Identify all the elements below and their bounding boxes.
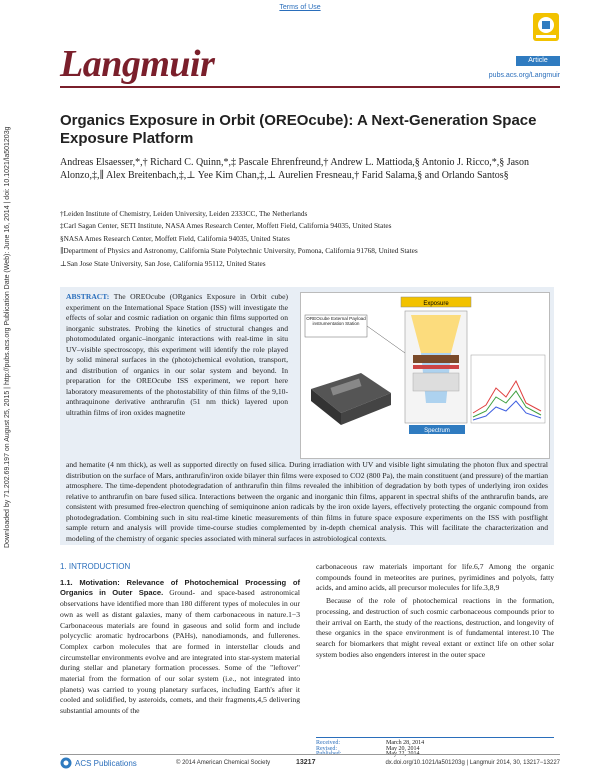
body-column-left [60,562,300,717]
download-watermark-text: Downloaded by 71.202.69.197 on August 25, 2015 | http://pubs.acs.org Publication Date (Web): June 16, 2014 | doi: 10.1021/la501203g [4,126,11,548]
affiliation: †Leiden Institute of Chemistry, Leiden University, Leiden 2333CC, The Netherlands [60,209,308,218]
terms-of-use-link[interactable]: Terms of Use [279,4,321,11]
abstract-part1: The OREOcube (ORganics Exposure in Orbit cube) experiment on the International Space Station (ISS) will investigate the effects of solar and cosmic radiation on organic thin films supported on inorganic substrates. Probing the kinetics of structural changes and photomodulated organic–inorganic interactions with real-time in situ UV–visible spectroscopy, this experiment will identify the role played by solid mineral surfaces in the (photo)chemical evolution, transport, and distribution of organics in our solar system and beyond. In preparation for the OREOcube ISS experiment, we report here laboratory measurements of the photostability of thin films of the 9,10-anthraquinone derivative anthrarufin (51 nm thick) layered upon ultrathin films of iron oxides magnetite [66,292,288,417]
journal-logo: Langmuir [60,43,215,85]
body-paragraph: Because of the role of photochemical reactions in the formation, processing, and destruction of such cosmic carbonaceous compounds prior to their arrival on Earth, the study of the reactions, destruction, and longevity of these organics in the space environment is of fundamental interest.10 The search for biomarkers that might reveal extant or extinct life on other solar system bodies also engenders interest in the outer space [316,596,554,659]
page-footer [60,757,560,771]
history-date: March 28, 2014 [386,740,425,746]
citation-doi[interactable]: dx.doi.org/10.1021/la501203g | Langmuir 2014, 30, 13217−13227 [385,760,560,766]
section-heading: 1. INTRODUCTION [60,562,131,571]
article-title: Organics Exposure in Orbit (OREOcube): A Next-Generation Space Exposure Platform [60,112,537,147]
figure-spectrum-label: Spectrum [424,428,450,434]
history-date: May 20, 2014 [386,745,420,752]
affiliations [60,208,550,270]
toc-graphic [300,292,550,459]
abstract-label: ABSTRACT: [66,292,110,301]
copyright-notice: © 2014 American Chemical Society [176,760,271,766]
figure-exposure-label: Exposure [423,301,449,307]
download-watermark [2,126,24,550]
open-access-badge-icon [532,12,560,42]
affiliation: ∥Department of Physics and Astronomy, California State Polytechnic University, Pomona, California 91768, United States [60,246,418,256]
affiliation: ⊥San Jose State University, San Jose, California 95112, United States [60,258,266,268]
header-divider [60,86,560,88]
body-paragraph: carbonaceous raw materials important for life.6,7 Among the organic compounds found in meteorites are purines, pyrimidines and polyols, fatty acids, and amino acids, all precursor molecules for life.3,8,9 [316,562,554,593]
history-label: Received: [316,740,340,746]
abstract-text-top [66,292,288,418]
article-type-badge: Article [516,56,560,66]
footer-divider [60,754,560,755]
subsection-heading: 1.1. Motivation: Relevance of Photochemical Processing of Organics in Outer Space. [60,577,300,598]
page-number: 13217 [296,759,316,766]
journal-url[interactable]: pubs.acs.org/Langmuir [488,72,560,79]
publisher-name: ACS Publications [75,758,137,768]
abstract-text-bottom: and hematite (4 nm thick), as well as supported directly on fused silica. During irradiation with UV and visible light simulating the photon flux and spectral distribution on the surface of Mars, anthrarufin/iron oxide bilayer thin films were exposed to CO2 (800 Pa), the main constituent (and pressure) of the martian atmosphere. The time-dependent photodegradation of anthrarufin thin films revealed the inhibition of degradation by both types of underlying iron oxides relative to anthrarufin on bare fused silica. Interactions between the organic and inorganic thin films, apparent in spectral shifts of the anthrarufin bands, are consistent with presumed free-electron quenching of semiquinone anion radicals by the iron oxide layers, effectively protecting the organic compound from photodegradation. Combining such in situ real-time kinetic measurements of thin films in future space exposure experiments on the ISS with postflight sample return and analysis will provide time-course studies complemented by in-depth chemical analysis. This will facilitate the characterization and modeling of the chemistry of organic species associated with mineral surfaces in astrobiological contexts. [66,460,548,543]
affiliation: §NASA Ames Research Center, Moffett Field, California 94035, United States [60,233,290,243]
acs-publications-logo [60,757,137,769]
author-list: Andreas Elsaesser,*,† Richard C. Quinn,*,‡ Pascale Ehrenfreund,† Andrew L. Mattioda,§ Antonio J. Ricco,*,§ Jason Alonzo,‡,∥ Alex Breitenbach,‡,⊥ Yee Kim Chan,‡,⊥ Aurelien Fresneau,† Farid Salama,§ and Orlando Santos§ [60,157,529,181]
figure-device-label: OREOcube External Payload instrumentation Station [306,316,366,327]
affiliation: ‡Carl Sagan Center, SETI Institute, NASA Ames Research Center, Moffett Field, California 94035, United States [60,221,392,231]
body-paragraph: Ground- and space-based astronomical observations have identified more than 180 different types of molecules in our own as well as distant galaxies, many of them carbonaceous in nature.1−3 Carbonaceous materials are found in gaseous and solid form and include polycyclic aromatic hydrocarbons (PAHs), nanodiamonds, and fullerenes. Complex carbon molecules that are formed in interstellar clouds and circumstellar environments evolve and are integrated into star-system material during stellar and planetary formation processes. Some of the "leftover" material from the formation of our solar system (i.e., not integrated into planets) was carried to young planetary surfaces, including Earth's after it cooled and solidified, by asteroids, comets, and their fragments,4,5 delivering substantial amounts of the [60,588,300,716]
oreocube-diagram [301,293,549,458]
body-column-right [316,562,554,660]
acs-logo-icon [60,757,72,769]
history-label: Revised: [316,745,337,752]
